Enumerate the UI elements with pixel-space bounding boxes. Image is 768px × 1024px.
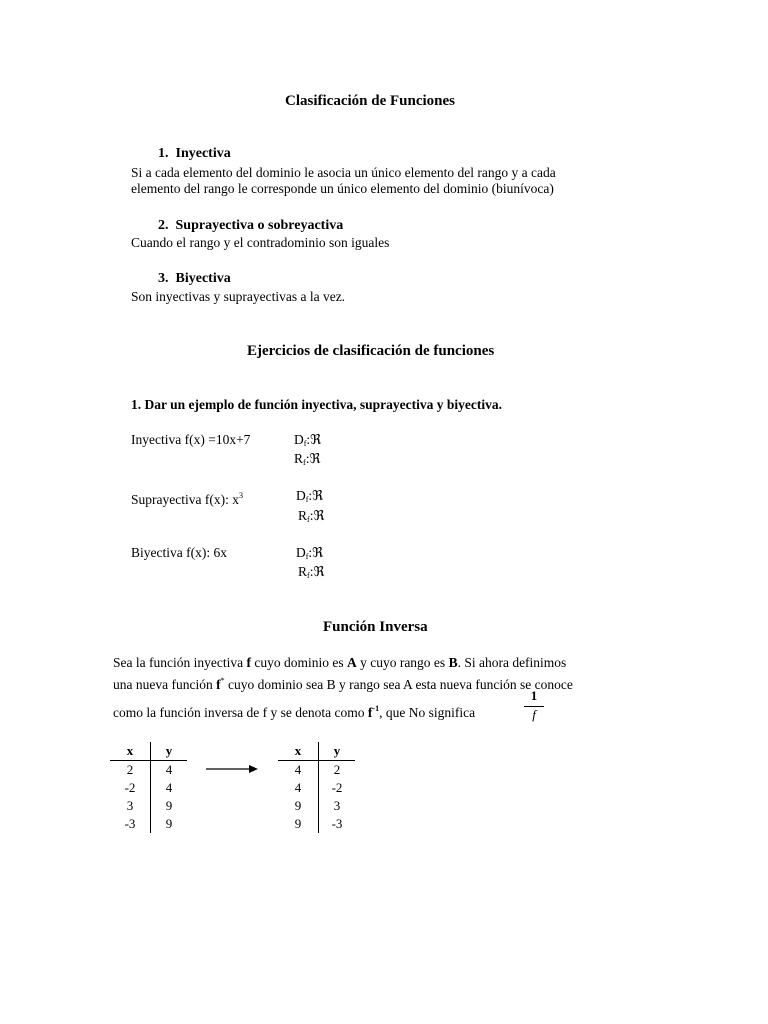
text: cuyo dominio sea B y rango sea A esta nueva función se conoce xyxy=(224,677,573,692)
example-inyectiva-domain xyxy=(294,432,321,452)
domain-value: :ℜ xyxy=(306,432,322,447)
table-right xyxy=(278,742,355,833)
cell-x: 3 xyxy=(110,797,151,815)
exercises-title: Ejercicios de clasificación de funciones xyxy=(247,343,495,359)
domain-letter: D xyxy=(294,432,304,447)
domain-letter: D xyxy=(296,488,306,503)
inverse-paragraph-line-1 xyxy=(113,655,566,671)
table-left xyxy=(110,742,187,833)
cell-x: 9 xyxy=(278,815,319,833)
star-superscript: * xyxy=(220,676,225,685)
table-row xyxy=(278,761,355,780)
range-value: :ℜ xyxy=(309,508,325,523)
text: Sea la función inyectiva xyxy=(113,655,247,670)
cell-x: -3 xyxy=(110,815,151,833)
header-y: y xyxy=(319,742,356,761)
table-row xyxy=(278,779,355,797)
example-biyectiva-domain xyxy=(296,545,323,565)
section-2-heading xyxy=(158,218,343,234)
symbol-a: A xyxy=(346,655,357,670)
domain-subscript: f xyxy=(303,439,307,448)
exponent: 3 xyxy=(238,491,243,500)
header-y: y xyxy=(151,742,188,761)
inverse-title: Función Inversa xyxy=(323,619,428,635)
section-3-text-line-1: Son inyectivas y suprayectivas a la vez. xyxy=(131,289,346,304)
text: . Si ahora definimos xyxy=(457,655,567,670)
table-header-row xyxy=(278,742,355,761)
text: como la función inversa de f y se denota como xyxy=(113,705,368,720)
cell-x: 9 xyxy=(278,797,319,815)
example-suprayectiva-label xyxy=(131,488,243,508)
table-row xyxy=(110,779,187,797)
table-row xyxy=(110,815,187,833)
table-row xyxy=(278,815,355,833)
minus-one-superscript: -1 xyxy=(372,704,380,713)
cell-x: 2 xyxy=(110,761,151,780)
section-3-heading xyxy=(158,271,231,287)
symbol-f-inverse: f xyxy=(367,705,373,720)
cell-y: 4 xyxy=(165,780,173,795)
range-letter: R xyxy=(298,564,308,579)
cell-y: 3 xyxy=(333,798,341,813)
cell-y: 2 xyxy=(333,762,341,777)
text: cuyo dominio es xyxy=(250,655,347,670)
text: una nueva función xyxy=(113,677,217,692)
cell-x: 4 xyxy=(278,779,319,797)
domain-subscript: f xyxy=(305,495,309,504)
example-inyectiva-label xyxy=(131,432,250,448)
section-1-text-line-1: Si a cada elemento del dominio le asocia un único elemento del rango y a cada xyxy=(131,165,556,180)
section-1-heading xyxy=(158,146,231,162)
example-label: Biyectiva f(x): 6x xyxy=(131,545,227,560)
cell-x: -2 xyxy=(110,779,151,797)
symbol-f-star: f xyxy=(216,677,221,692)
fraction-numerator: 1 xyxy=(530,688,538,703)
cell-y: -2 xyxy=(331,780,343,795)
range-letter: R xyxy=(298,508,308,523)
section-number: 2. xyxy=(158,218,169,233)
range-subscript: f xyxy=(307,571,310,580)
section-number: 3. xyxy=(158,271,169,286)
domain-subscript: f xyxy=(305,552,309,561)
range-letter: R xyxy=(294,451,304,466)
right-arrow-icon xyxy=(206,763,258,775)
range-subscript: f xyxy=(307,515,310,524)
section-heading: Inyectiva xyxy=(175,146,231,161)
cell-y: 9 xyxy=(165,798,173,813)
text: y cuyo rango es xyxy=(356,655,449,670)
section-2-text-line-1: Cuando el rango y el contradominio son iguales xyxy=(131,235,390,250)
domain-value: :ℜ xyxy=(308,488,324,503)
table-row xyxy=(110,797,187,815)
cell-y: -3 xyxy=(331,816,343,831)
section-heading: Biyectiva xyxy=(175,271,231,286)
example-biyectiva-label xyxy=(131,545,227,561)
inverse-paragraph-line-3 xyxy=(113,701,475,721)
symbol-f: f xyxy=(246,655,251,670)
fraction-denominator: f xyxy=(532,707,536,722)
example-suprayectiva-range xyxy=(298,508,324,528)
example-label: Inyectiva f(x) =10x+7 xyxy=(131,432,251,447)
range-value: :ℜ xyxy=(309,564,325,579)
text: , que No significa xyxy=(379,705,476,720)
table-row xyxy=(110,761,187,780)
example-biyectiva-range xyxy=(298,564,324,584)
cell-x: 4 xyxy=(278,761,319,780)
table-row xyxy=(278,797,355,815)
symbol-b: B xyxy=(448,655,458,670)
example-suprayectiva-domain xyxy=(296,488,323,508)
example-inyectiva-range xyxy=(294,451,320,471)
exercise-1-prompt: 1. Dar un ejemplo de función inyectiva, suprayectiva y biyectiva. xyxy=(131,397,502,412)
header-x: x xyxy=(110,742,151,761)
cell-y: 9 xyxy=(165,816,173,831)
section-1-text-line-2: elemento del rango le corresponde un único elemento del dominio (biunívoca) xyxy=(131,181,554,196)
domain-letter: D xyxy=(296,545,306,560)
table-header-row xyxy=(110,742,187,761)
example-label: Suprayectiva f(x): x xyxy=(131,492,239,507)
header-x: x xyxy=(278,742,319,761)
domain-value: :ℜ xyxy=(308,545,324,560)
inverse-paragraph-line-2 xyxy=(113,673,573,693)
section-heading: Suprayectiva o sobreyactiva xyxy=(175,218,344,233)
range-subscript: f xyxy=(303,458,306,467)
page-title: Clasificación de Funciones xyxy=(285,93,456,109)
range-value: :ℜ xyxy=(305,451,321,466)
section-number: 1. xyxy=(158,146,169,161)
cell-y: 4 xyxy=(165,762,173,777)
